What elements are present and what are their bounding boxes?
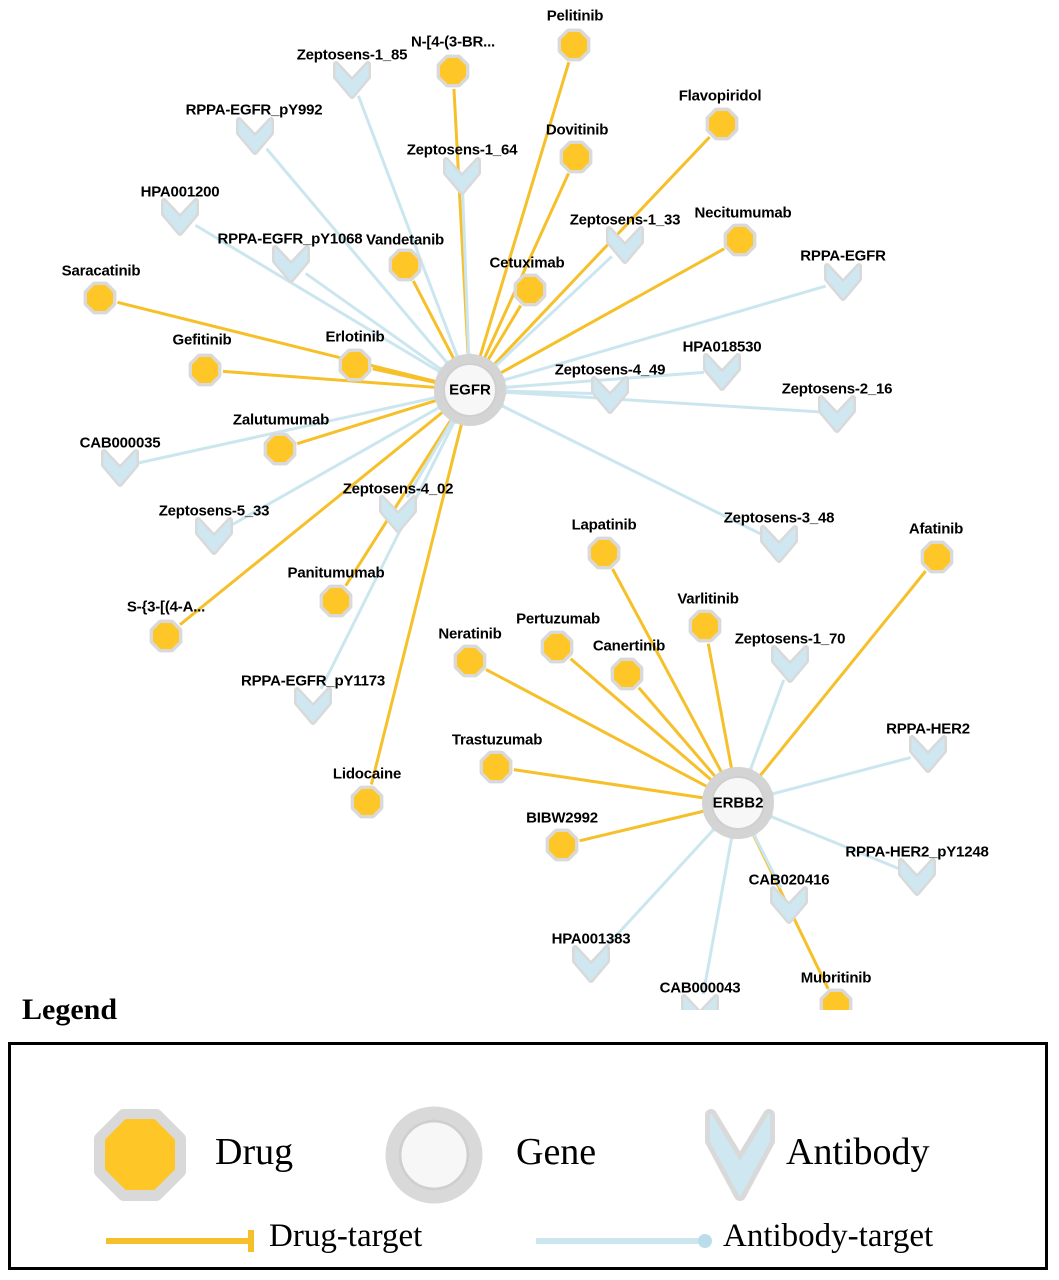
drug-node[interactable] <box>728 228 752 252</box>
drug-node[interactable] <box>324 589 348 613</box>
legend-drug-target-label: Drug-target <box>269 1218 423 1254</box>
drug-node[interactable] <box>484 755 508 779</box>
drug-node-label: Zalutumumab <box>232 411 330 429</box>
drug-node[interactable] <box>693 614 717 638</box>
antibody-node-label: RPPA-HER2_pY1248 <box>845 843 989 861</box>
antibody-node-label: Zeptosens-1_70 <box>734 630 846 648</box>
antibody-node-label: CAB000043 <box>659 979 741 997</box>
legend-box <box>8 1042 1048 1270</box>
drug-node[interactable] <box>355 790 379 814</box>
antibody-node-label: Zeptosens-4_49 <box>554 361 666 379</box>
antibody-node-label: Zeptosens-2_16 <box>781 380 893 398</box>
drug-node[interactable] <box>268 437 292 461</box>
drug-node[interactable] <box>710 112 734 136</box>
antibody-node-label: Zeptosens-1_33 <box>569 211 681 229</box>
antibody-target-edge <box>771 758 911 795</box>
drug-node-label: Afatinib <box>908 520 964 538</box>
drug-node[interactable] <box>615 662 639 686</box>
legend-antibody-icon <box>711 1115 769 1195</box>
antibody-node-label: Zeptosens-1_64 <box>406 141 518 159</box>
antibody-node-label: HPA001383 <box>551 930 631 948</box>
gene-node-label: EGFR <box>449 381 491 399</box>
drug-node[interactable] <box>518 278 542 302</box>
legend-drug-icon <box>101 1116 179 1194</box>
drug-node[interactable] <box>343 353 367 377</box>
drug-node[interactable] <box>393 253 417 277</box>
drug-target-edge <box>493 137 709 365</box>
antibody-target-edge <box>750 680 784 771</box>
drug-node-label: Vandetanib <box>365 231 445 249</box>
drug-target-edge <box>480 62 569 357</box>
drug-node-label: Flavopiridol <box>678 87 762 105</box>
drug-target-edge <box>580 811 705 841</box>
drug-node-label: N-[4-(3-BR... <box>410 33 496 51</box>
drug-node-label: Canertinib <box>592 637 666 655</box>
drug-target-edge <box>371 423 461 785</box>
antibody-node-label: RPPA-EGFR_pY992 <box>185 101 323 119</box>
gene-node-label: ERBB2 <box>712 794 764 812</box>
legend-drug-label: Drug <box>215 1131 294 1173</box>
legend-gene-label: Gene <box>516 1131 597 1173</box>
antibody-target-edge <box>306 273 443 370</box>
legend-antibody-target-edge <box>536 1234 712 1248</box>
antibody-target-edge <box>504 392 819 412</box>
drug-node-label: Erlotinib <box>325 328 385 346</box>
antibody-node-label: RPPA-EGFR_pY1173 <box>240 672 386 690</box>
drug-node-label: Pelitinib <box>546 7 604 25</box>
drug-target-edge <box>373 369 437 383</box>
drug-node[interactable] <box>824 993 848 1010</box>
drug-node-label: Lidocaine <box>332 765 402 783</box>
drug-node[interactable] <box>550 833 574 857</box>
drug-node-label: Saracatinib <box>61 262 141 280</box>
drug-node[interactable] <box>545 635 569 659</box>
legend-gene-icon <box>392 1113 476 1197</box>
legend-title: Legend <box>22 993 118 1026</box>
drug-target-edge <box>639 688 716 778</box>
antibody-node-label: RPPA-EGFR <box>800 247 886 265</box>
drug-node-label: Pertuzumab <box>516 610 600 628</box>
antibody-node-label: RPPA-EGFR_pY1068 <box>217 230 363 248</box>
antibody-node-label: CAB020416 <box>748 871 830 889</box>
antibody-node-label: Zeptosens-1_85 <box>296 46 408 64</box>
drug-node[interactable] <box>564 145 588 169</box>
drug-node-label: Panitumumab <box>287 564 385 582</box>
antibody-node-label: Zeptosens-3_48 <box>723 509 835 527</box>
drug-target-edge <box>514 770 705 798</box>
drug-node-label: BIBW2992 <box>526 809 598 827</box>
antibody-node-label: RPPA-HER2 <box>886 720 970 738</box>
drug-node[interactable] <box>88 286 112 310</box>
antibody-target-edge <box>495 256 612 366</box>
drug-node[interactable] <box>193 358 217 382</box>
drug-node-label: S-{3-[(4-A... <box>126 598 206 616</box>
drug-node[interactable] <box>925 545 949 569</box>
antibody-node-label: Zeptosens-5_33 <box>158 502 270 520</box>
drug-node[interactable] <box>154 624 178 648</box>
legend-antibody-target-label: Antibody-target <box>723 1218 934 1254</box>
drug-node-label: Gefitinib <box>172 331 232 349</box>
drug-target-edge <box>346 419 452 586</box>
drug-node[interactable] <box>592 541 616 565</box>
drug-node[interactable] <box>562 33 586 57</box>
antibody-node-label: HPA018530 <box>682 338 762 356</box>
drug-node-label: Cetuximab <box>489 254 565 272</box>
drug-node-label: Dovitinib <box>545 121 609 139</box>
antibody-target-edge <box>703 836 732 994</box>
legend-antibody-label: Antibody <box>786 1131 930 1173</box>
drug-node-label: Lapatinib <box>571 516 637 534</box>
drug-node-label: Trastuzumab <box>451 731 543 749</box>
antibody-node-label: CAB000035 <box>79 434 161 452</box>
legend-drug-target-edge <box>106 1230 253 1252</box>
drug-target-edge <box>708 644 731 770</box>
drug-node-label: Necitumumab <box>694 204 792 222</box>
antibody-node-label: Zeptosens-4_02 <box>342 480 454 498</box>
drug-node[interactable] <box>458 649 482 673</box>
antibody-target-edge <box>321 420 455 688</box>
drug-node[interactable] <box>441 59 465 83</box>
drug-node-label: Neratinib <box>438 625 502 643</box>
drug-node-label: Varlitinib <box>677 590 739 608</box>
edge-layer <box>117 62 925 994</box>
antibody-node-label: HPA001200 <box>140 183 220 201</box>
drug-node-label: Mubritinib <box>800 969 872 987</box>
